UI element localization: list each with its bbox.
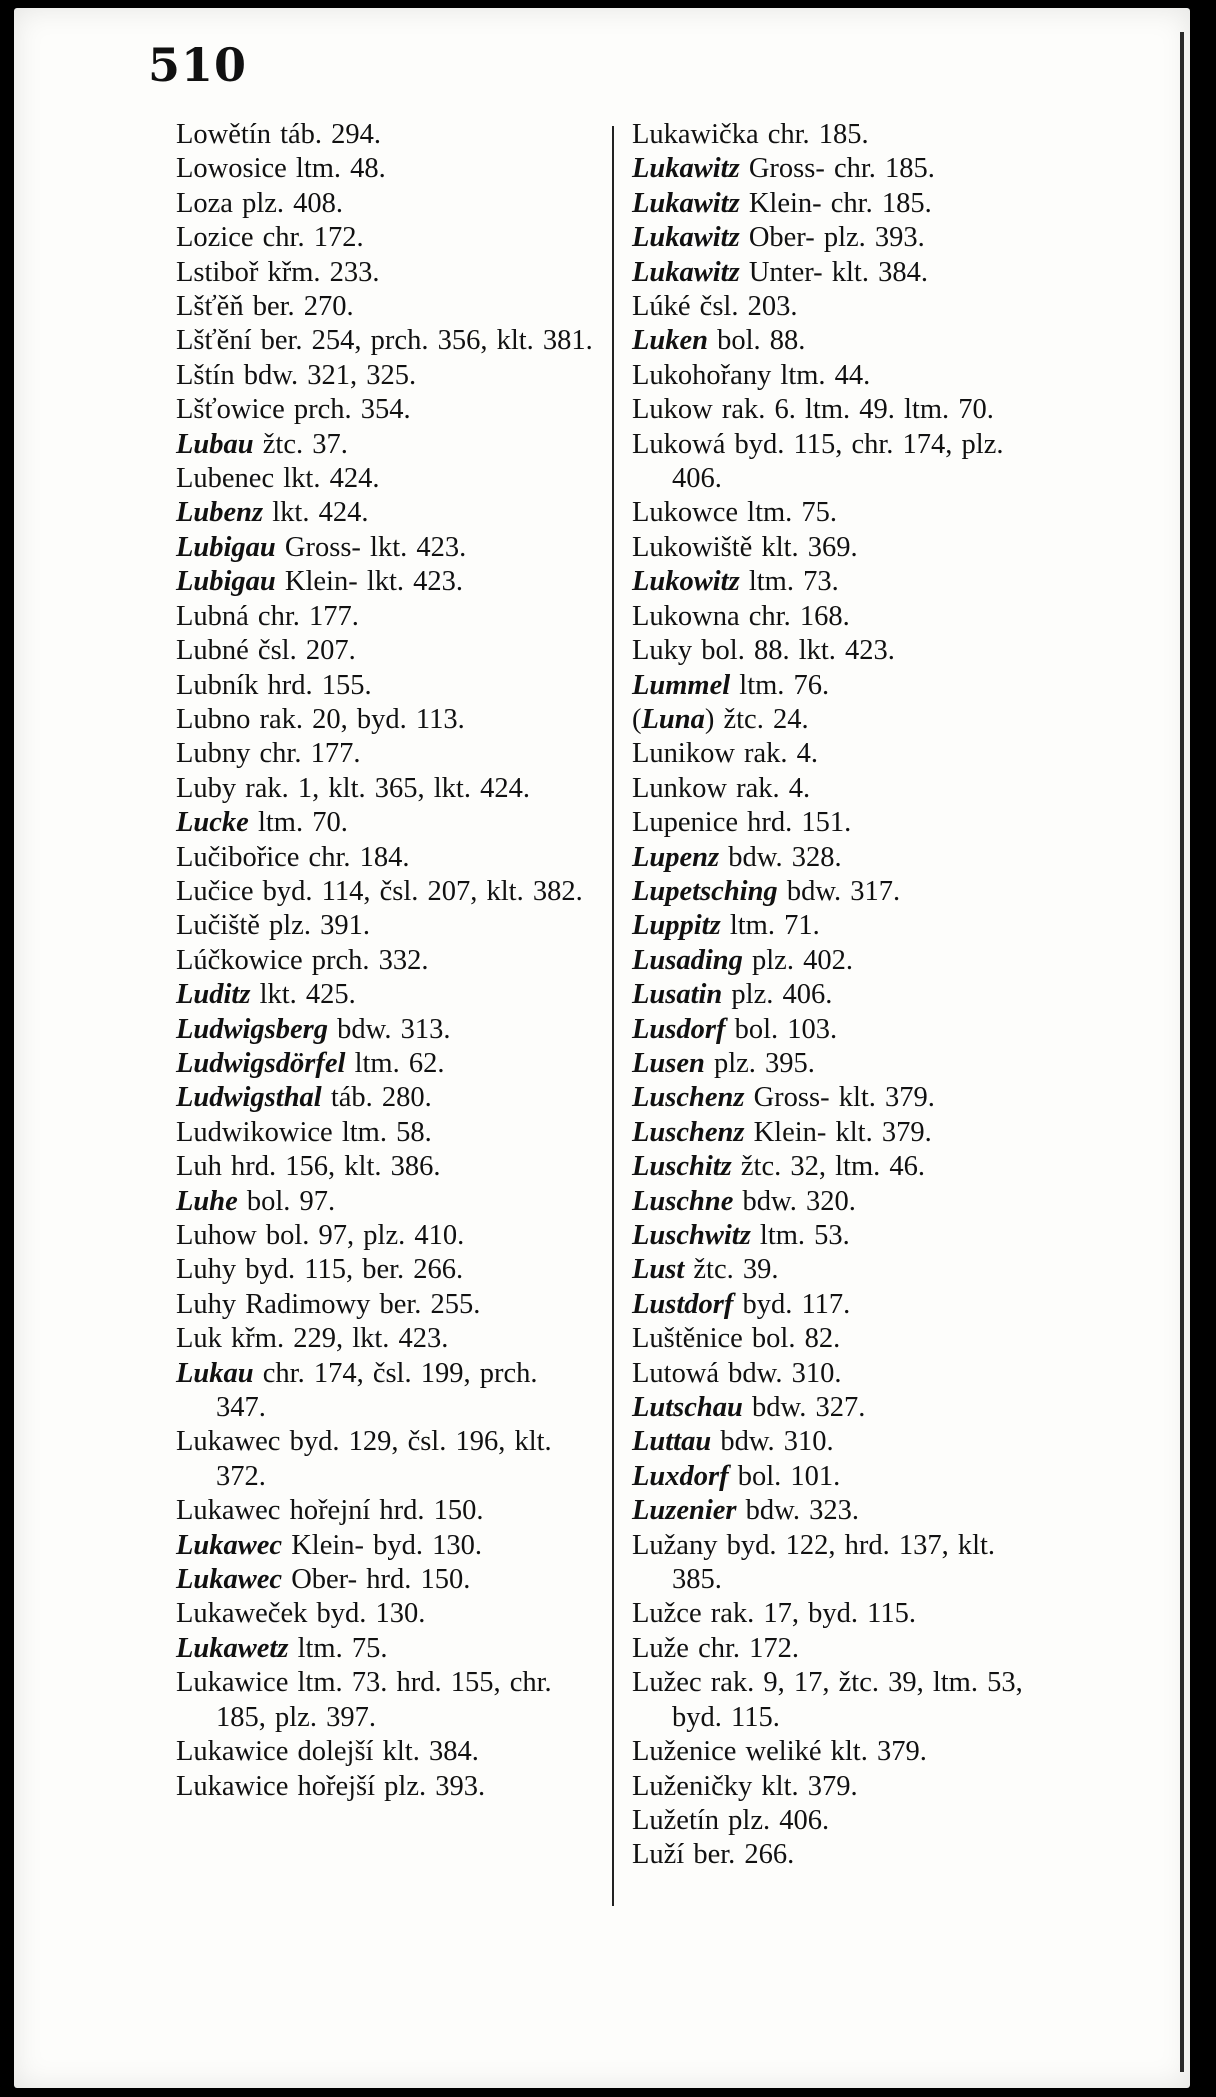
entry-german-name: Lukau bbox=[176, 1357, 254, 1389]
entry-references: bdw. 320. bbox=[733, 1185, 856, 1217]
entry-text: Lukawec byd. 129, čsl. 196, klt. 372. bbox=[176, 1426, 552, 1492]
entry-text: Lutowá bdw. 310. bbox=[632, 1357, 842, 1389]
index-entry bbox=[176, 1150, 596, 1184]
index-entry bbox=[632, 841, 1052, 875]
right-column bbox=[632, 118, 1052, 1873]
entry-german-name: Lusading bbox=[632, 944, 743, 976]
column-divider bbox=[612, 126, 614, 1906]
entry-references: Klein- byd. 130. bbox=[282, 1529, 483, 1561]
entry-german-name: Lusatin bbox=[632, 979, 723, 1011]
entry-references: plz. 395. bbox=[704, 1047, 815, 1079]
entry-text: Lšťění ber. 254, prch. 356, klt. 381. bbox=[176, 325, 593, 357]
index-entry bbox=[632, 944, 1052, 978]
index-entry bbox=[632, 221, 1052, 255]
entry-text: Lowětín táb. 294. bbox=[176, 119, 382, 150]
entry-german-name: Lukawitz bbox=[632, 187, 740, 219]
entry-references: lkt. 425. bbox=[250, 979, 356, 1011]
index-entry bbox=[176, 703, 596, 737]
index-entry bbox=[176, 669, 596, 703]
entry-text: Lubno rak. 20, byd. 113. bbox=[176, 703, 465, 735]
index-entry bbox=[632, 1494, 1052, 1528]
entry-references: plz. 406. bbox=[722, 979, 833, 1011]
index-entry bbox=[632, 393, 1052, 427]
entry-text: Luhy byd. 115, ber. 266. bbox=[176, 1254, 464, 1286]
index-entry bbox=[632, 359, 1052, 393]
entry-german-name: Luschitz bbox=[632, 1151, 732, 1183]
index-entry bbox=[632, 1529, 1052, 1598]
entry-german-name: Lustdorf bbox=[632, 1288, 734, 1320]
entry-references: bdw. 328. bbox=[719, 841, 842, 873]
index-entry bbox=[632, 1597, 1052, 1631]
index-entry bbox=[176, 909, 596, 943]
entry-references: Gross- lkt. 423. bbox=[275, 531, 467, 563]
entry-references: žtc. 32, ltm. 46. bbox=[731, 1151, 926, 1183]
entry-german-name: Lubenz bbox=[176, 497, 264, 529]
index-entry bbox=[176, 737, 596, 771]
entry-text: Lukowá byd. 115, chr. 174, plz. 406. bbox=[632, 428, 1004, 495]
entry-references: ltm. 71. bbox=[720, 910, 820, 942]
index-entry bbox=[176, 1116, 596, 1150]
index-entry bbox=[632, 737, 1052, 771]
index-entry bbox=[176, 772, 596, 806]
entry-german-name: Luschwitz bbox=[632, 1220, 751, 1251]
index-entry bbox=[632, 600, 1052, 634]
page-number: 510 bbox=[148, 38, 248, 92]
entry-german-name: Luxdorf bbox=[632, 1460, 729, 1492]
index-entry bbox=[632, 1460, 1052, 1494]
index-entry bbox=[176, 565, 596, 599]
index-entry bbox=[176, 1735, 596, 1769]
entry-references: Klein- chr. 185. bbox=[739, 187, 932, 219]
index-entry bbox=[632, 1219, 1052, 1253]
entry-references: Gross- klt. 379. bbox=[744, 1082, 935, 1114]
entry-text: Lučibořice chr. 184. bbox=[176, 841, 410, 873]
entry-references: bdw. 317. bbox=[777, 875, 901, 907]
index-entry bbox=[176, 1529, 596, 1563]
entry-text: Lukawec hořejní hrd. 150. bbox=[176, 1495, 484, 1527]
entry-german-name: Lusdorf bbox=[632, 1013, 726, 1045]
index-entry bbox=[176, 1013, 596, 1047]
index-entry bbox=[632, 1047, 1052, 1081]
index-entry bbox=[632, 1116, 1052, 1150]
index-entry bbox=[176, 1288, 596, 1322]
index-entry bbox=[632, 703, 1052, 737]
entry-references: žtc. 39. bbox=[684, 1254, 779, 1286]
index-entry bbox=[632, 187, 1052, 221]
index-entry bbox=[632, 909, 1052, 943]
index-entry bbox=[176, 1425, 596, 1494]
entry-text: Lšťěň ber. 270. bbox=[176, 291, 354, 323]
index-entry bbox=[632, 806, 1052, 840]
index-entry bbox=[176, 187, 596, 221]
entry-german-name: Luschenz bbox=[632, 1082, 745, 1114]
entry-text: Lužce rak. 17, byd. 115. bbox=[632, 1598, 916, 1630]
index-entry bbox=[632, 324, 1052, 358]
entry-text: Lukowce ltm. 75. bbox=[632, 497, 838, 529]
index-entry bbox=[176, 1632, 596, 1666]
index-entry bbox=[632, 1185, 1052, 1219]
entry-text: Luhow bol. 97, plz. 410. bbox=[176, 1220, 465, 1251]
entry-text: Luhy Radimowy ber. 255. bbox=[176, 1288, 481, 1320]
index-entry bbox=[176, 634, 596, 668]
index-entry bbox=[632, 1804, 1052, 1838]
entry-german-name: Lukawitz bbox=[632, 153, 740, 185]
entry-references: Klein- klt. 379. bbox=[744, 1116, 932, 1148]
entry-text: Lukaweček byd. 130. bbox=[176, 1598, 426, 1630]
entry-text: Lubné čsl. 207. bbox=[176, 635, 356, 667]
entry-references: bol. 103. bbox=[725, 1013, 838, 1045]
index-entry bbox=[176, 1219, 596, 1253]
entry-text: Luže chr. 172. bbox=[632, 1632, 800, 1664]
index-entry bbox=[176, 462, 596, 496]
entry-references: byd. 117. bbox=[733, 1288, 851, 1320]
entry-text: Lubenec lkt. 424. bbox=[176, 463, 380, 495]
index-entry bbox=[176, 221, 596, 255]
entry-german-name: Luken bbox=[632, 325, 709, 357]
entry-references: chr. 174, čsl. 199, prch. 347. bbox=[216, 1357, 538, 1424]
entry-references: táb. 280. bbox=[321, 1082, 432, 1114]
entry-text: Lubny chr. 177. bbox=[176, 738, 361, 770]
entry-german-name: Lusen bbox=[632, 1047, 705, 1079]
index-entry bbox=[176, 496, 596, 530]
index-entry bbox=[632, 669, 1052, 703]
entry-text: Lunikow rak. 4. bbox=[632, 738, 819, 770]
entry-text: Lozice chr. 172. bbox=[176, 222, 364, 254]
entry-german-name: Lukawitz bbox=[632, 222, 740, 254]
entry-text: Luby rak. 1, klt. 365, lkt. 424. bbox=[176, 772, 530, 804]
entry-german-name: Lubigau bbox=[176, 531, 276, 563]
entry-german-name: Lupetsching bbox=[632, 875, 778, 907]
entry-text: Lštín bdw. 321, 325. bbox=[176, 359, 417, 391]
entry-references: bol. 88. bbox=[708, 325, 806, 357]
entry-references: bol. 97. bbox=[237, 1185, 336, 1217]
entry-text: Lužany byd. 122, hrd. 137, klt. 385. bbox=[632, 1529, 996, 1596]
entry-references: Ober- plz. 393. bbox=[739, 222, 925, 254]
index-entry bbox=[176, 1253, 596, 1287]
index-entry bbox=[176, 1666, 596, 1735]
index-entry bbox=[176, 806, 596, 840]
entry-german-name: Lucke bbox=[176, 807, 249, 839]
entry-german-name: Ludwigsberg bbox=[176, 1013, 329, 1045]
entry-german-name: Luzenier bbox=[632, 1495, 737, 1527]
entry-text: Luží ber. 266. bbox=[632, 1839, 795, 1871]
entry-text: Lupenice hrd. 151. bbox=[632, 807, 852, 839]
entry-german-name: Lubigau bbox=[176, 566, 276, 598]
entry-references: Ober- hrd. 150. bbox=[282, 1564, 471, 1596]
index-entry bbox=[176, 531, 596, 565]
index-entry bbox=[632, 1838, 1052, 1872]
entry-references: ltm. 70. bbox=[248, 807, 348, 839]
entry-german-name: Ludwigsthal bbox=[176, 1082, 322, 1114]
entry-references: bdw. 323. bbox=[736, 1495, 859, 1527]
entry-german-name: Luhe bbox=[176, 1185, 238, 1217]
index-entry bbox=[632, 290, 1052, 324]
index-entry bbox=[632, 118, 1052, 152]
entry-references: ltm. 73. bbox=[739, 566, 839, 598]
index-entry bbox=[176, 1081, 596, 1115]
entry-text: Lužec rak. 9, 17, žtc. 39, ltm. 53, byd. 115. bbox=[632, 1667, 1023, 1733]
index-entry bbox=[632, 1632, 1052, 1666]
entry-german-name: Lukawetz bbox=[176, 1632, 289, 1664]
index-entry bbox=[176, 118, 596, 152]
index-entry bbox=[176, 1322, 596, 1356]
index-entry bbox=[632, 152, 1052, 186]
entry-text: Luk křm. 229, lkt. 423. bbox=[176, 1323, 449, 1355]
entry-references: ) žtc. 24. bbox=[704, 703, 809, 735]
index-entry bbox=[632, 875, 1052, 909]
index-entry bbox=[632, 1735, 1052, 1769]
entry-text: Lowosice ltm. 48. bbox=[176, 153, 386, 185]
entry-references: Unter- klt. 384. bbox=[739, 256, 928, 288]
entry-german-name: Luttau bbox=[632, 1426, 712, 1458]
entry-german-name: Luschne bbox=[632, 1185, 734, 1217]
entry-references: žtc. 37. bbox=[253, 428, 348, 460]
index-entry bbox=[176, 978, 596, 1012]
entry-text: Lukohořany ltm. 44. bbox=[632, 359, 871, 391]
entry-text: Luštěnice bol. 82. bbox=[632, 1323, 841, 1355]
entry-text: Lubník hrd. 155. bbox=[176, 669, 372, 701]
entry-references: Gross- chr. 185. bbox=[739, 153, 935, 185]
index-entry bbox=[632, 1425, 1052, 1459]
entry-german-name: Luschenz bbox=[632, 1116, 745, 1148]
index-entry bbox=[176, 1357, 596, 1426]
index-entry bbox=[632, 978, 1052, 1012]
entry-text: Lučice byd. 114, čsl. 207, klt. 382. bbox=[176, 875, 583, 907]
entry-text: Lužetín plz. 406. bbox=[632, 1804, 830, 1836]
entry-german-name: Lust bbox=[632, 1254, 685, 1286]
index-entry bbox=[176, 600, 596, 634]
index-entry bbox=[176, 1494, 596, 1528]
entry-german-name: Lummel bbox=[632, 669, 731, 701]
entry-text: Ludwikowice ltm. 58. bbox=[176, 1116, 432, 1148]
entry-references: ltm. 53. bbox=[750, 1220, 850, 1251]
index-entry bbox=[176, 875, 596, 909]
entry-text: Lukowna chr. 168. bbox=[632, 600, 850, 632]
index-entry bbox=[632, 1666, 1052, 1735]
index-entry bbox=[632, 1013, 1052, 1047]
entry-text: Lúčkowice prch. 332. bbox=[176, 944, 429, 976]
index-entry bbox=[632, 531, 1052, 565]
index-entry bbox=[632, 496, 1052, 530]
index-entry bbox=[176, 359, 596, 393]
entry-text: Lšťowice prch. 354. bbox=[176, 394, 411, 426]
entry-text: Lúké čsl. 203. bbox=[632, 291, 798, 323]
entry-german-name: Luna bbox=[641, 703, 705, 735]
index-entry bbox=[176, 393, 596, 427]
entry-german-name: Lubau bbox=[176, 428, 254, 460]
entry-text: Lukowiště klt. 369. bbox=[632, 531, 858, 563]
index-entry bbox=[632, 428, 1052, 497]
entry-text: Luženice weliké klt. 379. bbox=[632, 1736, 927, 1768]
index-entry bbox=[632, 565, 1052, 599]
left-column bbox=[176, 118, 596, 1804]
entry-german-name: Ludwigsdörfel bbox=[176, 1047, 346, 1079]
entry-references: lkt. 424. bbox=[263, 497, 369, 529]
entry-german-name: Lutschau bbox=[632, 1392, 743, 1424]
entry-text: Luky bol. 88. lkt. 423. bbox=[632, 635, 895, 667]
index-entry bbox=[176, 1770, 596, 1804]
entry-german-name: Luditz bbox=[176, 979, 251, 1011]
index-entry bbox=[176, 428, 596, 462]
entry-text: Lubná chr. 177. bbox=[176, 600, 359, 632]
index-entry bbox=[632, 256, 1052, 290]
index-entry bbox=[176, 1597, 596, 1631]
entry-text: Loza plz. 408. bbox=[176, 187, 344, 219]
index-entry bbox=[632, 1288, 1052, 1322]
index-entry bbox=[632, 634, 1052, 668]
entry-references: ltm. 76. bbox=[730, 669, 830, 701]
entry-text: Luženičky klt. 379. bbox=[632, 1770, 858, 1802]
index-entry bbox=[632, 772, 1052, 806]
entry-text: Lukawice ltm. 73. hrd. 155, chr. 185, plz. 397. bbox=[176, 1667, 552, 1733]
entry-references: ltm. 75. bbox=[288, 1632, 388, 1664]
index-entry bbox=[632, 1253, 1052, 1287]
page-edge-shadow bbox=[1180, 32, 1184, 2072]
index-entry bbox=[632, 1322, 1052, 1356]
index-entry bbox=[632, 1081, 1052, 1115]
index-entry bbox=[176, 944, 596, 978]
entry-german-name: Lukawec bbox=[176, 1529, 283, 1561]
entry-text: Luh hrd. 156, klt. 386. bbox=[176, 1151, 441, 1183]
index-entry bbox=[632, 1770, 1052, 1804]
entry-references: bdw. 327. bbox=[742, 1392, 866, 1424]
entry-references: bdw. 313. bbox=[328, 1013, 451, 1045]
index-entry bbox=[176, 1047, 596, 1081]
entry-text: Lukawice dolejší klt. 384. bbox=[176, 1736, 479, 1768]
entry-german-name: Lupenz bbox=[632, 841, 720, 873]
entry-references: ltm. 62. bbox=[345, 1047, 445, 1079]
index-entry bbox=[176, 841, 596, 875]
index-entry bbox=[632, 1391, 1052, 1425]
entry-german-name: Lukawec bbox=[176, 1564, 283, 1596]
entry-references: bol. 101. bbox=[728, 1460, 841, 1492]
index-entry bbox=[176, 290, 596, 324]
entry-text: Lukawice hořejší plz. 393. bbox=[176, 1770, 486, 1802]
entry-prefix: ( bbox=[632, 703, 642, 735]
index-entry bbox=[176, 1185, 596, 1219]
entry-german-name: Lukowitz bbox=[632, 566, 740, 598]
entry-references: Klein- lkt. 423. bbox=[275, 566, 464, 598]
index-entry bbox=[176, 1563, 596, 1597]
entry-text: Lukawička chr. 185. bbox=[632, 119, 869, 150]
index-entry bbox=[632, 1357, 1052, 1391]
entry-text: Lunkow rak. 4. bbox=[632, 772, 811, 804]
entry-text: Lstiboř křm. 233. bbox=[176, 256, 380, 288]
index-entry bbox=[176, 324, 596, 358]
entry-german-name: Luppitz bbox=[632, 910, 721, 942]
entry-text: Lukow rak. 6. ltm. 49. ltm. 70. bbox=[632, 394, 994, 426]
entry-references: bdw. 310. bbox=[711, 1426, 834, 1458]
entry-references: plz. 402. bbox=[742, 944, 853, 976]
index-entry bbox=[176, 256, 596, 290]
index-entry bbox=[632, 1150, 1052, 1184]
entry-german-name: Lukawitz bbox=[632, 256, 740, 288]
index-entry bbox=[176, 152, 596, 186]
entry-text: Lučiště plz. 391. bbox=[176, 910, 370, 942]
